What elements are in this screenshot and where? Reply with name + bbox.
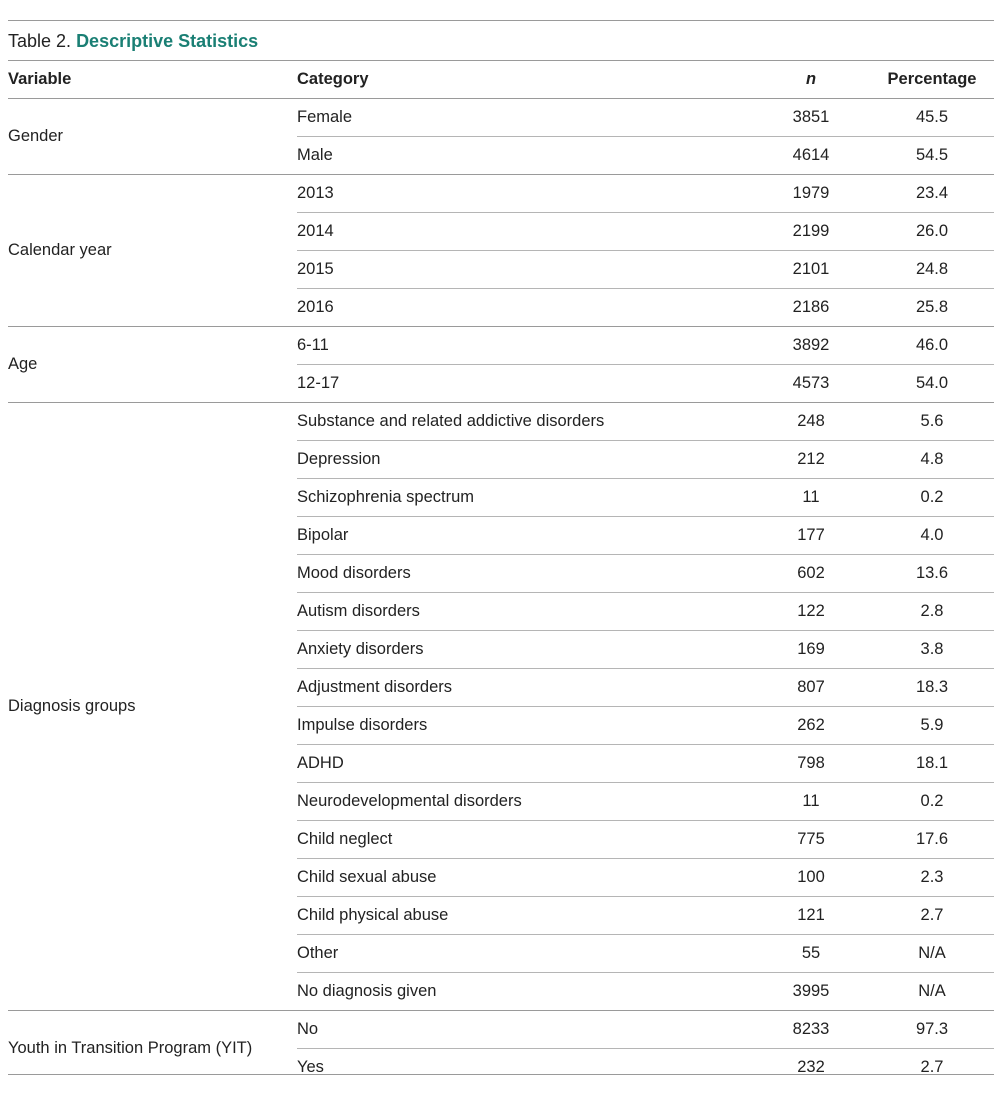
percentage-cell: 13.6 <box>870 555 994 593</box>
n-cell: 807 <box>752 669 870 707</box>
variable-cell: Calendar year <box>8 175 297 327</box>
n-cell: 2186 <box>752 289 870 327</box>
n-cell: 11 <box>752 479 870 517</box>
category-cell: Substance and related addictive disorders <box>297 403 752 441</box>
percentage-cell: 3.8 <box>870 631 994 669</box>
n-cell: 169 <box>752 631 870 669</box>
table-title: Descriptive Statistics <box>76 31 259 51</box>
variable-cell: Diagnosis groups <box>8 403 297 1011</box>
percentage-cell: 4.0 <box>870 517 994 555</box>
table-caption <box>8 30 258 52</box>
percentage-cell: 2.7 <box>870 897 994 935</box>
n-cell: 1979 <box>752 175 870 213</box>
category-cell: Mood disorders <box>297 555 752 593</box>
n-cell: 11 <box>752 783 870 821</box>
descriptive-statistics-table <box>8 60 994 1086</box>
percentage-cell: 5.6 <box>870 403 994 441</box>
percentage-cell: 23.4 <box>870 175 994 213</box>
table-row <box>8 327 994 365</box>
category-cell: 2015 <box>297 251 752 289</box>
percentage-cell: N/A <box>870 935 994 973</box>
category-cell: 2013 <box>297 175 752 213</box>
n-cell: 55 <box>752 935 870 973</box>
category-cell: No <box>297 1011 752 1049</box>
percentage-cell: 26.0 <box>870 213 994 251</box>
percentage-cell: 4.8 <box>870 441 994 479</box>
header-variable: Variable <box>8 61 297 99</box>
n-cell: 8233 <box>752 1011 870 1049</box>
percentage-cell: 0.2 <box>870 783 994 821</box>
percentage-cell: 0.2 <box>870 479 994 517</box>
category-cell: 12-17 <box>297 365 752 403</box>
percentage-cell: 2.3 <box>870 859 994 897</box>
n-cell: 798 <box>752 745 870 783</box>
n-cell: 3851 <box>752 99 870 137</box>
percentage-cell: 45.5 <box>870 99 994 137</box>
header-percentage: Percentage <box>870 61 994 99</box>
n-cell: 2101 <box>752 251 870 289</box>
table-row <box>8 175 994 213</box>
n-cell: 2199 <box>752 213 870 251</box>
percentage-cell: 5.9 <box>870 707 994 745</box>
category-cell: 2016 <box>297 289 752 327</box>
n-cell: 121 <box>752 897 870 935</box>
percentage-cell: 54.5 <box>870 137 994 175</box>
category-cell: Bipolar <box>297 517 752 555</box>
percentage-cell: 18.1 <box>870 745 994 783</box>
n-cell: 602 <box>752 555 870 593</box>
category-cell: 2014 <box>297 213 752 251</box>
n-cell: 775 <box>752 821 870 859</box>
header-n: n <box>752 61 870 99</box>
bottom-rule <box>8 1074 994 1075</box>
n-cell: 3995 <box>752 973 870 1011</box>
header-row <box>8 61 994 99</box>
category-cell: No diagnosis given <box>297 973 752 1011</box>
variable-cell: Youth in Transition Program (YIT) <box>8 1011 297 1087</box>
category-cell: Male <box>297 137 752 175</box>
n-cell: 262 <box>752 707 870 745</box>
table-number: Table 2. <box>8 31 72 51</box>
percentage-cell: 25.8 <box>870 289 994 327</box>
n-cell: 248 <box>752 403 870 441</box>
category-cell: Child sexual abuse <box>297 859 752 897</box>
category-cell: ADHD <box>297 745 752 783</box>
category-cell: Female <box>297 99 752 137</box>
table-row <box>8 1011 994 1049</box>
percentage-cell: N/A <box>870 973 994 1011</box>
n-cell: 122 <box>752 593 870 631</box>
category-cell: Anxiety disorders <box>297 631 752 669</box>
percentage-cell: 17.6 <box>870 821 994 859</box>
n-cell: 100 <box>752 859 870 897</box>
percentage-cell: 2.8 <box>870 593 994 631</box>
n-cell: 177 <box>752 517 870 555</box>
table-body <box>8 99 994 1087</box>
category-cell: Depression <box>297 441 752 479</box>
percentage-cell: 2.7 <box>870 1049 994 1087</box>
table-header <box>8 61 994 99</box>
n-cell: 212 <box>752 441 870 479</box>
percentage-cell: 97.3 <box>870 1011 994 1049</box>
category-cell: Adjustment disorders <box>297 669 752 707</box>
category-cell: Impulse disorders <box>297 707 752 745</box>
n-cell: 232 <box>752 1049 870 1087</box>
percentage-cell: 24.8 <box>870 251 994 289</box>
header-category: Category <box>297 61 752 99</box>
category-cell: Yes <box>297 1049 752 1087</box>
n-cell: 3892 <box>752 327 870 365</box>
n-cell: 4573 <box>752 365 870 403</box>
percentage-cell: 46.0 <box>870 327 994 365</box>
category-cell: Neurodevelopmental disorders <box>297 783 752 821</box>
category-cell: Child physical abuse <box>297 897 752 935</box>
percentage-cell: 54.0 <box>870 365 994 403</box>
table-row <box>8 99 994 137</box>
n-cell: 4614 <box>752 137 870 175</box>
variable-cell: Gender <box>8 99 297 175</box>
top-rule <box>8 20 994 21</box>
category-cell: Schizophrenia spectrum <box>297 479 752 517</box>
category-cell: 6-11 <box>297 327 752 365</box>
variable-cell: Age <box>8 327 297 403</box>
percentage-cell: 18.3 <box>870 669 994 707</box>
category-cell: Autism disorders <box>297 593 752 631</box>
category-cell: Other <box>297 935 752 973</box>
table-row <box>8 403 994 441</box>
category-cell: Child neglect <box>297 821 752 859</box>
